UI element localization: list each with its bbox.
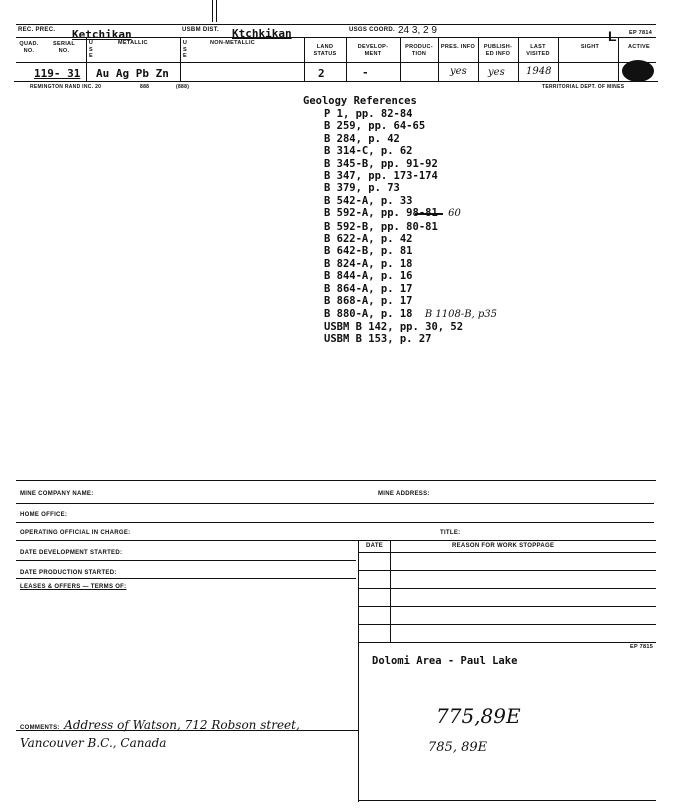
reference-item: B 542-A, p. 33 bbox=[324, 194, 413, 207]
col-non-metallic: NON-METALLIC bbox=[210, 40, 256, 46]
col-divider bbox=[400, 37, 401, 81]
footer-strip-right: TERRITORIAL DEPT. OF MINES bbox=[542, 84, 625, 90]
reference-item bbox=[324, 207, 497, 220]
lower-form-top-rule bbox=[16, 480, 656, 481]
stoppage-reason-header: REASON FOR WORK STOPPAGE bbox=[452, 543, 555, 549]
col-pres-info: PRES. INFO bbox=[440, 44, 476, 50]
form-rule bbox=[16, 503, 654, 504]
form-bottom-rule bbox=[358, 800, 656, 801]
col-land-status: LAND STATUS bbox=[313, 44, 337, 57]
record-quad-serial: 119- 31 bbox=[34, 67, 81, 80]
reference-item: B 642-B, p. 81 bbox=[324, 245, 413, 258]
record-land-status: 2 bbox=[318, 67, 325, 80]
leases-offers-label: LEASES & OFFERS — TERMS OF: bbox=[20, 584, 127, 590]
col-divider bbox=[304, 37, 305, 81]
stoppage-row bbox=[358, 606, 656, 607]
reference-annotation: B 1108-B, p35 bbox=[424, 308, 498, 320]
rec-prec-label: REC. PREC. bbox=[18, 27, 56, 33]
record-row-rule bbox=[16, 62, 656, 63]
mine-address-label: MINE ADDRESS: bbox=[378, 491, 430, 497]
reference-item: P 1, pp. 82-84 bbox=[324, 108, 413, 120]
reference-annotation: 60 bbox=[448, 208, 461, 220]
references-list bbox=[324, 108, 497, 346]
col-usbm-flag-a: U S E bbox=[88, 40, 94, 59]
date-dev-started-label: DATE DEVELOPMENT STARTED: bbox=[20, 550, 123, 556]
record-metallic: Au Ag Pb Zn bbox=[96, 67, 169, 80]
reference-item bbox=[324, 308, 497, 321]
reference-item: B 622-A, p. 42 bbox=[324, 233, 413, 246]
record-development: - bbox=[362, 66, 369, 79]
strike-through bbox=[415, 213, 443, 215]
stoppage-row bbox=[358, 642, 656, 643]
reference-item: USBM B 153, p. 27 bbox=[324, 333, 432, 346]
usgs-coord-value: 24 3, 2 9 bbox=[398, 25, 437, 36]
reference-item-text: B 880-A, p. 18 bbox=[324, 307, 413, 320]
footer-strip-left: REMINGTON RAND INC. 20 bbox=[30, 84, 102, 90]
area-note: Dolomi Area - Paul Lake bbox=[372, 655, 518, 667]
col-divider bbox=[518, 37, 519, 81]
header-top-rule bbox=[16, 24, 656, 25]
stoppage-table-left bbox=[358, 540, 359, 802]
operating-official-label: OPERATING OFFICIAL IN CHARGE: bbox=[20, 530, 131, 536]
stoppage-date-header: DATE bbox=[366, 543, 384, 549]
usbm-dist-label: USBM DIST. bbox=[182, 27, 220, 33]
reference-item: B 864-A, p. 17 bbox=[324, 282, 413, 295]
comments-line-1 bbox=[20, 716, 300, 734]
col-quad-no: QUAD. NO. bbox=[19, 41, 39, 54]
stoppage-row bbox=[358, 588, 656, 589]
stoppage-row bbox=[358, 552, 656, 553]
reference-item: USBM B 142, pp. 30, 52 bbox=[324, 320, 464, 333]
home-office-label: HOME OFFICE: bbox=[20, 512, 68, 518]
col-divider bbox=[478, 37, 479, 81]
col-divider bbox=[86, 37, 87, 81]
col-usbm-flag-b: U S E bbox=[182, 40, 188, 59]
reference-item: B 314-C, p. 62 bbox=[324, 145, 413, 158]
form-rule bbox=[16, 578, 356, 579]
active-punch-mark bbox=[622, 60, 654, 82]
reference-item: B 868-A, p. 17 bbox=[324, 295, 413, 308]
date-prod-started-label: DATE PRODUCTION STARTED: bbox=[20, 570, 117, 576]
reference-item: B 379, p. 73 bbox=[324, 182, 400, 195]
col-divider bbox=[438, 37, 439, 81]
usgs-coord-label: USGS COORD. bbox=[349, 27, 395, 33]
col-development: DEVELOP- MENT bbox=[357, 44, 389, 57]
footer-strip-mid-a: 888 bbox=[140, 84, 150, 90]
rec-prec-value: Ketchikan bbox=[72, 28, 132, 41]
col-divider bbox=[180, 37, 181, 81]
handwritten-number-1: 775,89E bbox=[436, 704, 521, 728]
form-number-bottom: EP 7815 bbox=[630, 644, 654, 650]
reference-item: B 824-A, p. 18 bbox=[324, 257, 413, 270]
col-publish-info: PUBLISH- ED INFO bbox=[483, 44, 513, 57]
handwritten-number-2: 785, 89E bbox=[428, 740, 488, 755]
comments-text-1: Address of Watson, 712 Robson street, bbox=[64, 718, 300, 732]
stoppage-row bbox=[358, 570, 656, 571]
col-divider bbox=[618, 37, 619, 81]
reference-item-text: B 592-A, pp. 98-81 bbox=[324, 207, 438, 220]
footer-strip-mid-b: (888) bbox=[176, 84, 190, 90]
reference-item: B 592-B, pp. 80-81 bbox=[324, 220, 438, 233]
form-rule bbox=[16, 560, 356, 561]
col-divider bbox=[558, 37, 559, 81]
reference-item: B 284, p. 42 bbox=[324, 132, 400, 145]
stoppage-row bbox=[358, 624, 656, 625]
col-last-visited: LAST VISITED bbox=[526, 44, 550, 57]
col-active: ACTIVE bbox=[628, 44, 650, 50]
record-publish-info: yes bbox=[488, 67, 505, 78]
title-label: TITLE: bbox=[440, 530, 461, 536]
record-bottom-rule bbox=[14, 81, 658, 82]
form-number-top: EP 7814 bbox=[629, 30, 653, 36]
stoppage-table-divider bbox=[390, 540, 391, 642]
mine-company-name-label: MINE COMPANY NAME: bbox=[20, 491, 94, 497]
binding-mark-left bbox=[212, 0, 213, 22]
record-last-visited: 1948 bbox=[526, 66, 552, 77]
references-title: Geology References bbox=[303, 95, 417, 107]
usbm-dist-value: Ktchkikan bbox=[232, 27, 292, 40]
record-pres-info: yes bbox=[450, 66, 467, 77]
col-serial-no: SERIAL NO. bbox=[53, 41, 75, 54]
comments-label: COMMENTS: bbox=[20, 725, 60, 731]
comments-text-2: Vancouver B.C., Canada bbox=[20, 736, 167, 750]
reference-item: B 345-B, pp. 91-92 bbox=[324, 157, 438, 170]
form-rule bbox=[16, 522, 654, 523]
col-divider bbox=[346, 37, 347, 81]
reference-item: B 347, pp. 173-174 bbox=[324, 170, 438, 183]
binding-mark-right bbox=[216, 0, 217, 22]
corner-mark: L bbox=[608, 28, 617, 44]
col-metallic: METALLIC bbox=[118, 40, 148, 46]
form-rule bbox=[16, 540, 656, 541]
col-production: PRODUC- TION bbox=[405, 44, 433, 57]
header-row-rule bbox=[16, 37, 656, 38]
reference-item: B 844-A, p. 16 bbox=[324, 270, 413, 283]
reference-item: B 259, pp. 64-65 bbox=[324, 120, 426, 133]
col-sight: SIGHT bbox=[580, 44, 600, 50]
